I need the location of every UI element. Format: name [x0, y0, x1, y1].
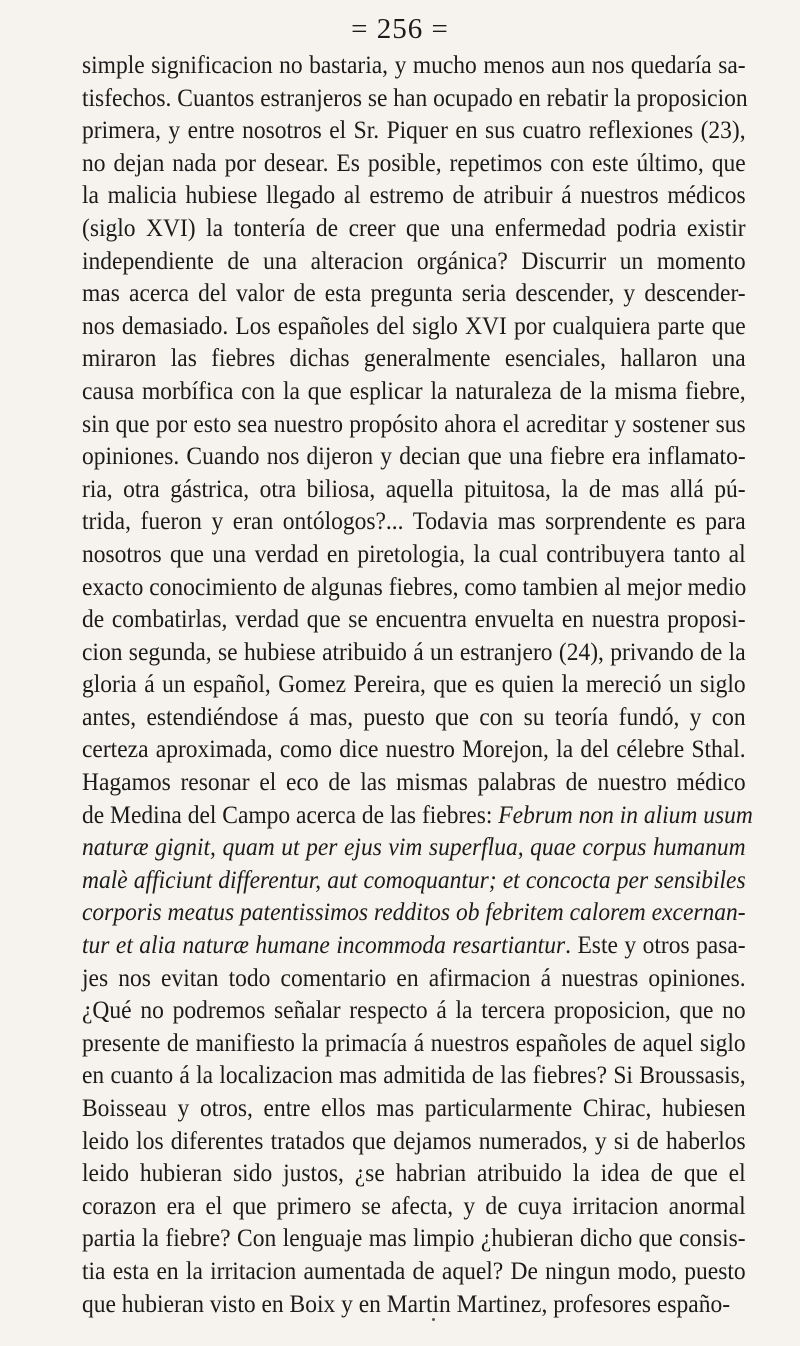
- text-line: [82, 376, 746, 409]
- text-line: [82, 83, 746, 116]
- text-segment: tisfechos. Cuantos estranjeros se han ocupado en rebatir la proposicion: [82, 84, 748, 112]
- text-segment: cion segunda, se hubiese atribuido á un estranjero (24), privando de la: [82, 638, 746, 666]
- body-text: [82, 50, 753, 1321]
- text-segment: nosotros que una verdad en piretologia, la cual contribuyera tanto al: [82, 540, 746, 568]
- text-line: [82, 604, 746, 637]
- text-line: [82, 930, 746, 963]
- text-segment: no dejan nada por desear. Es posible, repetimos con este último, que: [82, 149, 746, 177]
- text-line: [82, 702, 746, 735]
- ink-speck: [432, 1318, 435, 1321]
- text-segment: exacto conocimiento de algunas fiebres, como tambien al mejor medio: [82, 573, 747, 601]
- text-line: [82, 1060, 746, 1093]
- text-segment: independiente de una alteracion orgánica? Discurrir un momento: [82, 247, 746, 275]
- text-segment: nos demasiado. Los españoles del siglo XVI por cualquiera parte que: [82, 312, 746, 340]
- latin-quote-segment: Februm non in alium usum: [498, 801, 753, 829]
- text-line: [82, 148, 746, 181]
- text-line: [82, 897, 746, 930]
- text-segment: antes, estendiéndose á mas, puesto que con su teoría fundó, y con: [82, 703, 746, 731]
- text-segment: ria, otra gástrica, otra biliosa, aquella pituitosa, la de mas allá pú-: [82, 475, 746, 503]
- text-line: [82, 669, 746, 702]
- text-line: [82, 1028, 746, 1061]
- text-line: [82, 995, 746, 1028]
- text-segment: . Este y otros pasa-: [565, 932, 746, 960]
- text-segment: sin que por esto sea nuestro propósito ahora el acreditar y sostener sus: [82, 410, 746, 438]
- text-line: [82, 767, 746, 800]
- text-line: [82, 180, 746, 213]
- text-line: [82, 832, 746, 865]
- text-line: [82, 637, 746, 670]
- text-line: [82, 1289, 746, 1322]
- text-segment: mas acerca del valor de esta pregunta seria descender, y descender-: [82, 280, 746, 308]
- text-line: [82, 963, 746, 996]
- text-segment: Hagamos resonar el eco de las mismas palabras de nuestro médico: [82, 769, 746, 797]
- page-number: = 256 =: [351, 13, 449, 45]
- latin-quote-segment: corporis meatus patentissimos redditos ob febritem calorem excernan-: [82, 899, 746, 927]
- text-segment: corazon era el que primero se afecta, y de cuya irritacion anormal: [82, 1192, 746, 1220]
- text-segment: Boisseau y otros, entre ellos mas particularmente Chirac, hubiesen: [82, 1095, 746, 1122]
- text-line: [82, 1191, 746, 1224]
- text-segment: (siglo XVI) la tontería de creer que una enfermedad podria existir: [82, 214, 746, 242]
- text-line: [82, 572, 746, 605]
- text-line: [82, 409, 746, 442]
- text-line: [82, 1256, 746, 1289]
- text-segment: causa morbífica con la que esplicar la naturaleza de la misma fiebre,: [82, 377, 746, 405]
- text-segment: leido los diferentes tratados que dejamos numerados, y si de haberlos: [82, 1127, 746, 1155]
- text-line: [82, 278, 746, 311]
- text-segment: trida, fueron y eran ontólogos?... Todavia mas sorprendente es para: [82, 508, 746, 536]
- text-segment: que hubieran visto en Boix y en Martin Martinez, profesores españo-: [82, 1290, 731, 1318]
- text-segment: gloria á un español, Gomez Pereira, que es quien la mereció un siglo: [82, 671, 746, 699]
- text-segment: ¿Qué no podremos señalar respecto á la tercera proposicion, que no: [82, 997, 746, 1025]
- text-line: [82, 311, 746, 344]
- latin-quote-segment: malè afficiunt differentur, aut comoquantur; et concocta per sensibiles: [82, 866, 746, 894]
- latin-quote-segment: tur et alia naturæ humane incommoda resartiantur: [82, 932, 566, 960]
- text-line: [82, 213, 746, 246]
- text-line: [82, 441, 746, 474]
- text-line: [82, 539, 746, 572]
- text-segment: presente de manifiesto la primacía á nuestros españoles de aquel siglo: [82, 1029, 746, 1057]
- text-segment: la malicia hubiese llegado al estremo de atribuir á nuestros médicos: [82, 182, 746, 210]
- text-line: [82, 474, 746, 507]
- text-line: [82, 506, 746, 539]
- text-segment: de combatirlas, verdad que se encuentra envuelta en nuestra proposi-: [82, 606, 746, 634]
- latin-quote-segment: naturæ gignit, quam ut per ejus vim superflua, quae corpus humanum: [82, 834, 746, 862]
- text-segment: primera, y entre nosotros el Sr. Piquer en sus cuatro reflexiones (23),: [82, 117, 746, 145]
- text-segment: miraron las fiebres dichas generalmente esenciales, hallaron una: [82, 345, 746, 373]
- text-segment: certeza aproximada, como dice nuestro Morejon, la del célebre Sthal.: [82, 736, 746, 764]
- text-line: [82, 343, 746, 376]
- text-line: [82, 734, 746, 767]
- text-segment: partia la fiebre? Con lenguaje mas limpio ¿hubieran dicho que consis-: [82, 1225, 746, 1253]
- text-segment: opiniones. Cuando nos dijeron y decian que una fiebre era inflamato-: [82, 443, 746, 471]
- text-line: [82, 115, 746, 148]
- text-segment: jes nos evitan todo comentario en afirmacion á nuestras opiniones.: [82, 964, 746, 992]
- text-line: [82, 1158, 746, 1191]
- text-line: [82, 1223, 746, 1256]
- text-segment: leido hubieran sido justos, ¿se habrian atribuido la idea de que el: [82, 1160, 746, 1188]
- text-line: [82, 865, 746, 898]
- text-line: [82, 800, 753, 833]
- text-line: [82, 1093, 746, 1126]
- text-segment: de Medina del Campo acerca de las fiebres:: [82, 801, 499, 829]
- text-segment: tia esta en la irritacion aumentada de aquel? De ningun modo, puesto: [82, 1257, 746, 1285]
- text-line: [82, 1126, 746, 1159]
- text-line: [82, 50, 746, 83]
- text-line: [82, 246, 746, 279]
- text-segment: en cuanto á la localizacion mas admitida de las fiebres? Si Broussasis,: [82, 1062, 746, 1090]
- text-segment: simple significacion no bastaria, y mucho menos aun nos quedaría sa-: [82, 52, 746, 79]
